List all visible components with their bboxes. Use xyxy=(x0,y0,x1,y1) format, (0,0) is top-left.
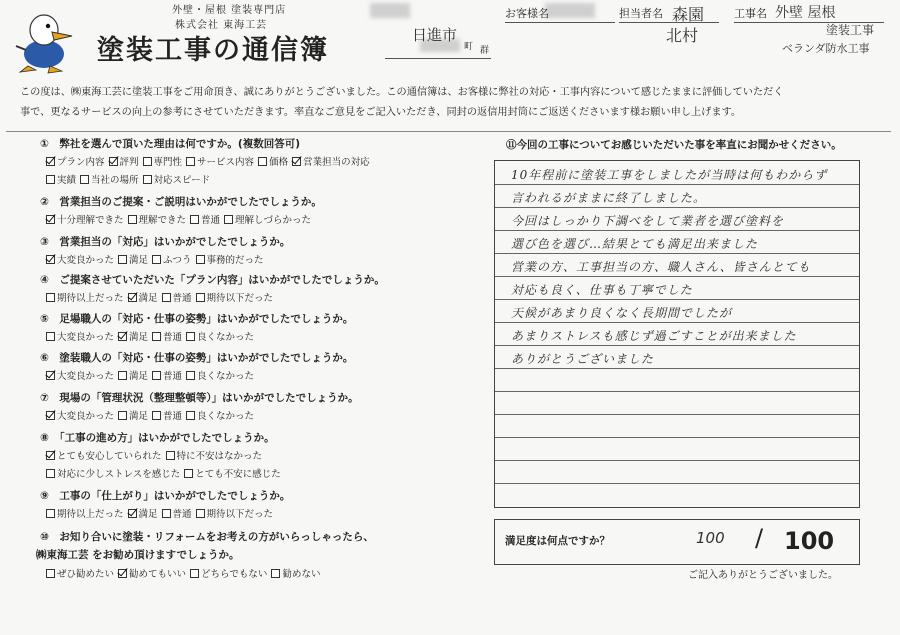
comment-line: 選び色を選び…結果とても満足出来ました xyxy=(511,237,759,251)
option-item[interactable] xyxy=(190,566,267,580)
option-label: ふつう xyxy=(163,255,192,266)
checkbox[interactable] xyxy=(162,293,171,302)
option-item[interactable] xyxy=(118,566,186,580)
option-item[interactable] xyxy=(190,212,220,226)
work-name-label: 工事名 xyxy=(734,7,767,20)
checkbox-checked[interactable] xyxy=(118,569,127,578)
work-name-3: ベランダ防水工事 xyxy=(782,42,870,55)
score-value[interactable]: 100 xyxy=(696,529,725,547)
option-label: 期待以上だった xyxy=(57,509,124,520)
checkbox[interactable] xyxy=(46,332,55,341)
ruled-line xyxy=(495,253,859,254)
question-title: ⑧ 「工事の進め方」はいかがでしたでしょうか。 xyxy=(40,432,275,444)
option-row xyxy=(46,212,315,227)
comment-box[interactable] xyxy=(494,160,860,508)
option-label: 満足 xyxy=(129,332,149,343)
comments-heading: ⑪今回の工事についてお感じいただいた事を率直にお聞かせください。 xyxy=(506,139,842,151)
checkbox-checked[interactable] xyxy=(128,293,137,302)
checkbox[interactable] xyxy=(118,255,127,264)
ruled-line xyxy=(495,483,859,484)
checkbox[interactable] xyxy=(190,569,199,578)
comment-line: 10年程前に塗装工事をしましたが当時は何もわからず xyxy=(511,168,828,182)
option-label: 大変良かった xyxy=(57,332,115,343)
question-title-cont: ㈱東海工芸 をお勧め頂けますでしょうか。 xyxy=(36,549,240,561)
checkbox-checked[interactable] xyxy=(46,157,55,166)
option-label: 普通 xyxy=(201,215,221,226)
option-item[interactable] xyxy=(143,154,183,168)
question-title: ① 弊社を選んで頂いた理由は何ですか。(複数回答可) xyxy=(40,138,300,150)
question-title: ② 営業担当のご提案・ご説明はいかがでしたでしょうか。 xyxy=(40,196,322,208)
option-label: 期待以上だった xyxy=(57,293,124,304)
option-item[interactable] xyxy=(224,212,311,226)
checkbox-checked[interactable] xyxy=(46,451,55,460)
comment-line: あまりストレスも感じず過ごすことが出来ました xyxy=(511,329,797,343)
customer-name-underline xyxy=(505,22,615,23)
option-label: 対応スピード xyxy=(153,175,211,186)
option-label: 事務的だった xyxy=(206,255,264,266)
option-item[interactable] xyxy=(46,566,114,580)
checkbox-checked[interactable] xyxy=(46,255,55,264)
ruled-line xyxy=(495,391,859,392)
option-label: 満足 xyxy=(129,255,149,266)
checkbox-checked[interactable] xyxy=(128,509,137,518)
checkbox-checked[interactable] xyxy=(46,215,55,224)
checkbox[interactable] xyxy=(46,293,55,302)
comment-line: 営業の方、工事担当の方、職人さん、皆さんとても xyxy=(511,260,811,274)
question-title: ⑩ お知り合いに塗装・リフォームをお考えの方がいらっしゃったら、 xyxy=(40,531,374,543)
option-label: 良くなかった xyxy=(197,411,255,422)
option-label: 理解できた xyxy=(138,215,187,226)
company-mascot-logo xyxy=(14,6,76,74)
company-tagline: 外壁・屋根 塗装専門店 xyxy=(172,5,287,16)
option-label: 営業担当の対応 xyxy=(303,157,370,168)
option-item[interactable] xyxy=(196,290,274,304)
address-underline xyxy=(385,58,491,59)
option-item[interactable] xyxy=(271,566,320,580)
option-item[interactable] xyxy=(162,290,192,304)
checkbox[interactable] xyxy=(271,569,280,578)
option-item[interactable] xyxy=(166,448,263,462)
option-label: 満足 xyxy=(138,509,158,520)
checkbox[interactable] xyxy=(196,509,205,518)
question-title: ④ ご提案させていただいた「プラン内容」はいかがでしたでしょうか。 xyxy=(40,274,385,286)
checkbox[interactable] xyxy=(196,255,205,264)
checkbox[interactable] xyxy=(80,175,89,184)
option-row xyxy=(46,368,258,383)
option-label: 良くなかった xyxy=(197,371,255,382)
option-label: プラン内容 xyxy=(57,157,105,168)
checkbox-checked[interactable] xyxy=(292,157,301,166)
option-item[interactable] xyxy=(46,154,105,168)
option-label: 普通 xyxy=(172,509,192,520)
option-item[interactable] xyxy=(46,506,124,520)
option-label: とても不安に感じた xyxy=(195,469,281,480)
option-item[interactable] xyxy=(143,172,211,186)
staff-name-1: 森園 xyxy=(672,5,705,24)
ruled-line xyxy=(495,460,859,461)
checkbox[interactable] xyxy=(186,157,195,166)
option-label: 期待以下だった xyxy=(206,509,274,520)
checkbox-checked[interactable] xyxy=(118,332,127,341)
option-label: ぜひ勧めたい xyxy=(57,569,115,580)
page-title: 塗装工事の通信簿 xyxy=(97,35,329,66)
ruled-line xyxy=(495,230,859,231)
option-item[interactable] xyxy=(186,329,254,343)
option-label: 大変良かった xyxy=(57,371,115,382)
option-row xyxy=(46,408,258,423)
option-label: 普通 xyxy=(163,411,183,422)
option-label: 大変良かった xyxy=(57,411,115,422)
checkbox[interactable] xyxy=(196,293,205,302)
ruled-line xyxy=(495,368,859,369)
question-title: ③ 営業担当の「対応」はいかがでしたでしょうか。 xyxy=(40,236,291,248)
option-item[interactable] xyxy=(46,448,162,462)
score-slash: / xyxy=(755,524,764,552)
checkbox[interactable] xyxy=(190,215,199,224)
customer-address-value: 日進市 xyxy=(412,26,458,44)
option-item[interactable] xyxy=(118,368,148,382)
intro-line-1: この度は、㈱東海工芸に塗装工事をご用命頂き、誠にありがとうございました。この通信簿は、お客様に弊社の対応・工事内容について感じたままに評価していただく xyxy=(20,87,784,98)
score-label: 満足度は何点ですか？ xyxy=(505,535,610,547)
ruled-line xyxy=(495,414,859,415)
intro-text xyxy=(20,83,880,123)
option-item[interactable] xyxy=(186,154,254,168)
score-max: 100 xyxy=(784,527,835,555)
option-item[interactable] xyxy=(258,154,288,168)
option-row xyxy=(46,566,324,581)
checkbox[interactable] xyxy=(46,175,55,184)
option-label: 良くなかった xyxy=(197,332,255,343)
checkbox[interactable] xyxy=(152,255,161,264)
question-title: ⑦ 現場の「管理状況（整理整頓等）」はいかがでしたでしょうか。 xyxy=(40,392,359,404)
thanks-message: ご記入ありがとうございました。 xyxy=(688,570,838,581)
ruled-line xyxy=(495,322,859,323)
comment-line: ありがとうございました xyxy=(511,352,655,366)
option-item[interactable] xyxy=(109,154,139,168)
checkbox[interactable] xyxy=(186,371,195,380)
option-label: 普通 xyxy=(163,371,183,382)
option-item[interactable] xyxy=(162,506,192,520)
ruled-line xyxy=(495,276,859,277)
option-row xyxy=(46,448,266,463)
option-label: 勧めてもいい xyxy=(129,569,187,580)
option-item[interactable] xyxy=(128,506,158,520)
company-name: 株式会社 東海工芸 xyxy=(175,20,268,31)
option-label: サービス内容 xyxy=(197,157,255,168)
checkbox[interactable] xyxy=(224,215,233,224)
work-name-1: 外壁 屋根 xyxy=(775,5,836,21)
option-row xyxy=(46,154,374,169)
option-item[interactable] xyxy=(46,252,114,266)
option-item[interactable] xyxy=(186,368,254,382)
work-name-underline xyxy=(734,22,884,23)
intro-line-2: 事で、更なるサービスの向上の参考にさせていただきます。率直なご意見をご記入いただき、同封の返信用封筒にご返送くださいます様お願い申し上げます。 xyxy=(20,107,742,118)
question-title: ⑥ 塗装職人の「対応・仕事の姿勢」はいかがでしたでしょうか。 xyxy=(40,352,354,364)
checkbox[interactable] xyxy=(143,157,152,166)
checkbox-checked[interactable] xyxy=(109,157,118,166)
option-item[interactable] xyxy=(128,212,187,226)
checkbox[interactable] xyxy=(118,411,127,420)
option-label: とても安心していられた xyxy=(57,451,162,462)
question-title: ⑤ 足場職人の「対応・仕事の姿勢」はいかがでしたでしょうか。 xyxy=(40,313,354,325)
checkbox[interactable] xyxy=(186,411,195,420)
option-row xyxy=(46,172,214,187)
option-label: 大変良かった xyxy=(57,255,115,266)
option-label: 価格 xyxy=(269,157,289,168)
customer-name-label: お客様名 xyxy=(505,7,549,20)
ruled-line xyxy=(495,345,859,346)
option-item[interactable] xyxy=(46,212,124,226)
option-item[interactable] xyxy=(196,506,274,520)
checkbox[interactable] xyxy=(258,157,267,166)
option-item[interactable] xyxy=(118,329,148,343)
option-label: どちらでもない xyxy=(201,569,268,580)
checkbox[interactable] xyxy=(162,509,171,518)
option-label: 専門性 xyxy=(153,157,183,168)
option-label: 実績 xyxy=(57,175,77,186)
option-item[interactable] xyxy=(46,368,114,382)
option-item[interactable] xyxy=(46,408,114,422)
option-item[interactable] xyxy=(152,408,182,422)
staff-name-underline xyxy=(619,22,719,23)
option-item[interactable] xyxy=(292,154,370,168)
option-item[interactable] xyxy=(118,252,148,266)
checkbox[interactable] xyxy=(186,332,195,341)
checkbox[interactable] xyxy=(143,175,152,184)
checkbox[interactable] xyxy=(118,371,127,380)
checkbox-checked[interactable] xyxy=(46,411,55,420)
option-label: 普通 xyxy=(172,293,192,304)
ruled-line xyxy=(495,299,859,300)
question-title: ⑨ 工事の「仕上がり」はいかがでしたでしょうか。 xyxy=(40,490,291,502)
comment-line: 今回はしっかり下調べをして業者を選び塗料を xyxy=(511,214,785,228)
checkbox-checked[interactable] xyxy=(46,371,55,380)
option-label: 勧めない xyxy=(282,569,321,580)
option-item[interactable] xyxy=(128,290,158,304)
option-label: 特に不安はなかった xyxy=(176,451,263,462)
checkbox[interactable] xyxy=(46,509,55,518)
town-suffix: 町 xyxy=(464,42,474,52)
checkbox[interactable] xyxy=(46,569,55,578)
work-name-2: 塗装工事 xyxy=(826,23,875,37)
checkbox[interactable] xyxy=(166,451,175,460)
checkbox[interactable] xyxy=(152,371,161,380)
option-label: 理解しづらかった xyxy=(235,215,312,226)
redacted-name xyxy=(370,3,410,18)
checkbox[interactable] xyxy=(46,469,55,478)
option-item[interactable] xyxy=(152,368,182,382)
option-row xyxy=(46,466,285,481)
option-label: 十分理解できた xyxy=(57,215,124,226)
staff-name-label: 担当者名 xyxy=(619,7,663,20)
option-label: 評判 xyxy=(119,157,139,168)
option-row xyxy=(46,329,258,344)
redacted-name xyxy=(545,3,595,18)
option-row xyxy=(46,252,268,267)
checkbox[interactable] xyxy=(128,215,137,224)
option-label: 対応に少しストレスを感じた xyxy=(57,469,181,480)
comment-line: 天候があまり良くなく長期間でしたが xyxy=(511,306,733,320)
option-label: 満足 xyxy=(129,371,149,382)
option-item[interactable] xyxy=(46,466,180,480)
option-label: 満足 xyxy=(129,411,149,422)
option-item[interactable] xyxy=(152,252,192,266)
option-item[interactable] xyxy=(46,290,124,304)
ruled-line xyxy=(495,437,859,438)
option-item[interactable] xyxy=(196,252,264,266)
checkbox[interactable] xyxy=(184,469,193,478)
option-label: 当社の場所 xyxy=(91,175,139,186)
option-item[interactable] xyxy=(118,408,148,422)
option-row xyxy=(46,506,277,521)
ruled-line xyxy=(495,207,859,208)
section-divider xyxy=(6,131,891,132)
option-item[interactable] xyxy=(80,172,139,186)
checkbox[interactable] xyxy=(152,411,161,420)
option-row xyxy=(46,290,277,305)
option-label: 期待以下だった xyxy=(206,293,274,304)
option-item[interactable] xyxy=(46,172,76,186)
comment-line: 対応も良く、仕事も丁寧でした xyxy=(511,283,693,297)
option-label: 満足 xyxy=(138,293,158,304)
ruled-line xyxy=(495,184,859,185)
option-item[interactable] xyxy=(186,408,254,422)
checkbox[interactable] xyxy=(152,332,161,341)
comment-line: 言われるがままに終了しました。 xyxy=(511,191,707,205)
option-item[interactable] xyxy=(46,329,114,343)
option-item[interactable] xyxy=(152,329,182,343)
option-label: 普通 xyxy=(163,332,183,343)
option-item[interactable] xyxy=(184,466,281,480)
group-suffix: 群 xyxy=(480,46,490,56)
staff-name-2: 北村 xyxy=(666,26,699,45)
